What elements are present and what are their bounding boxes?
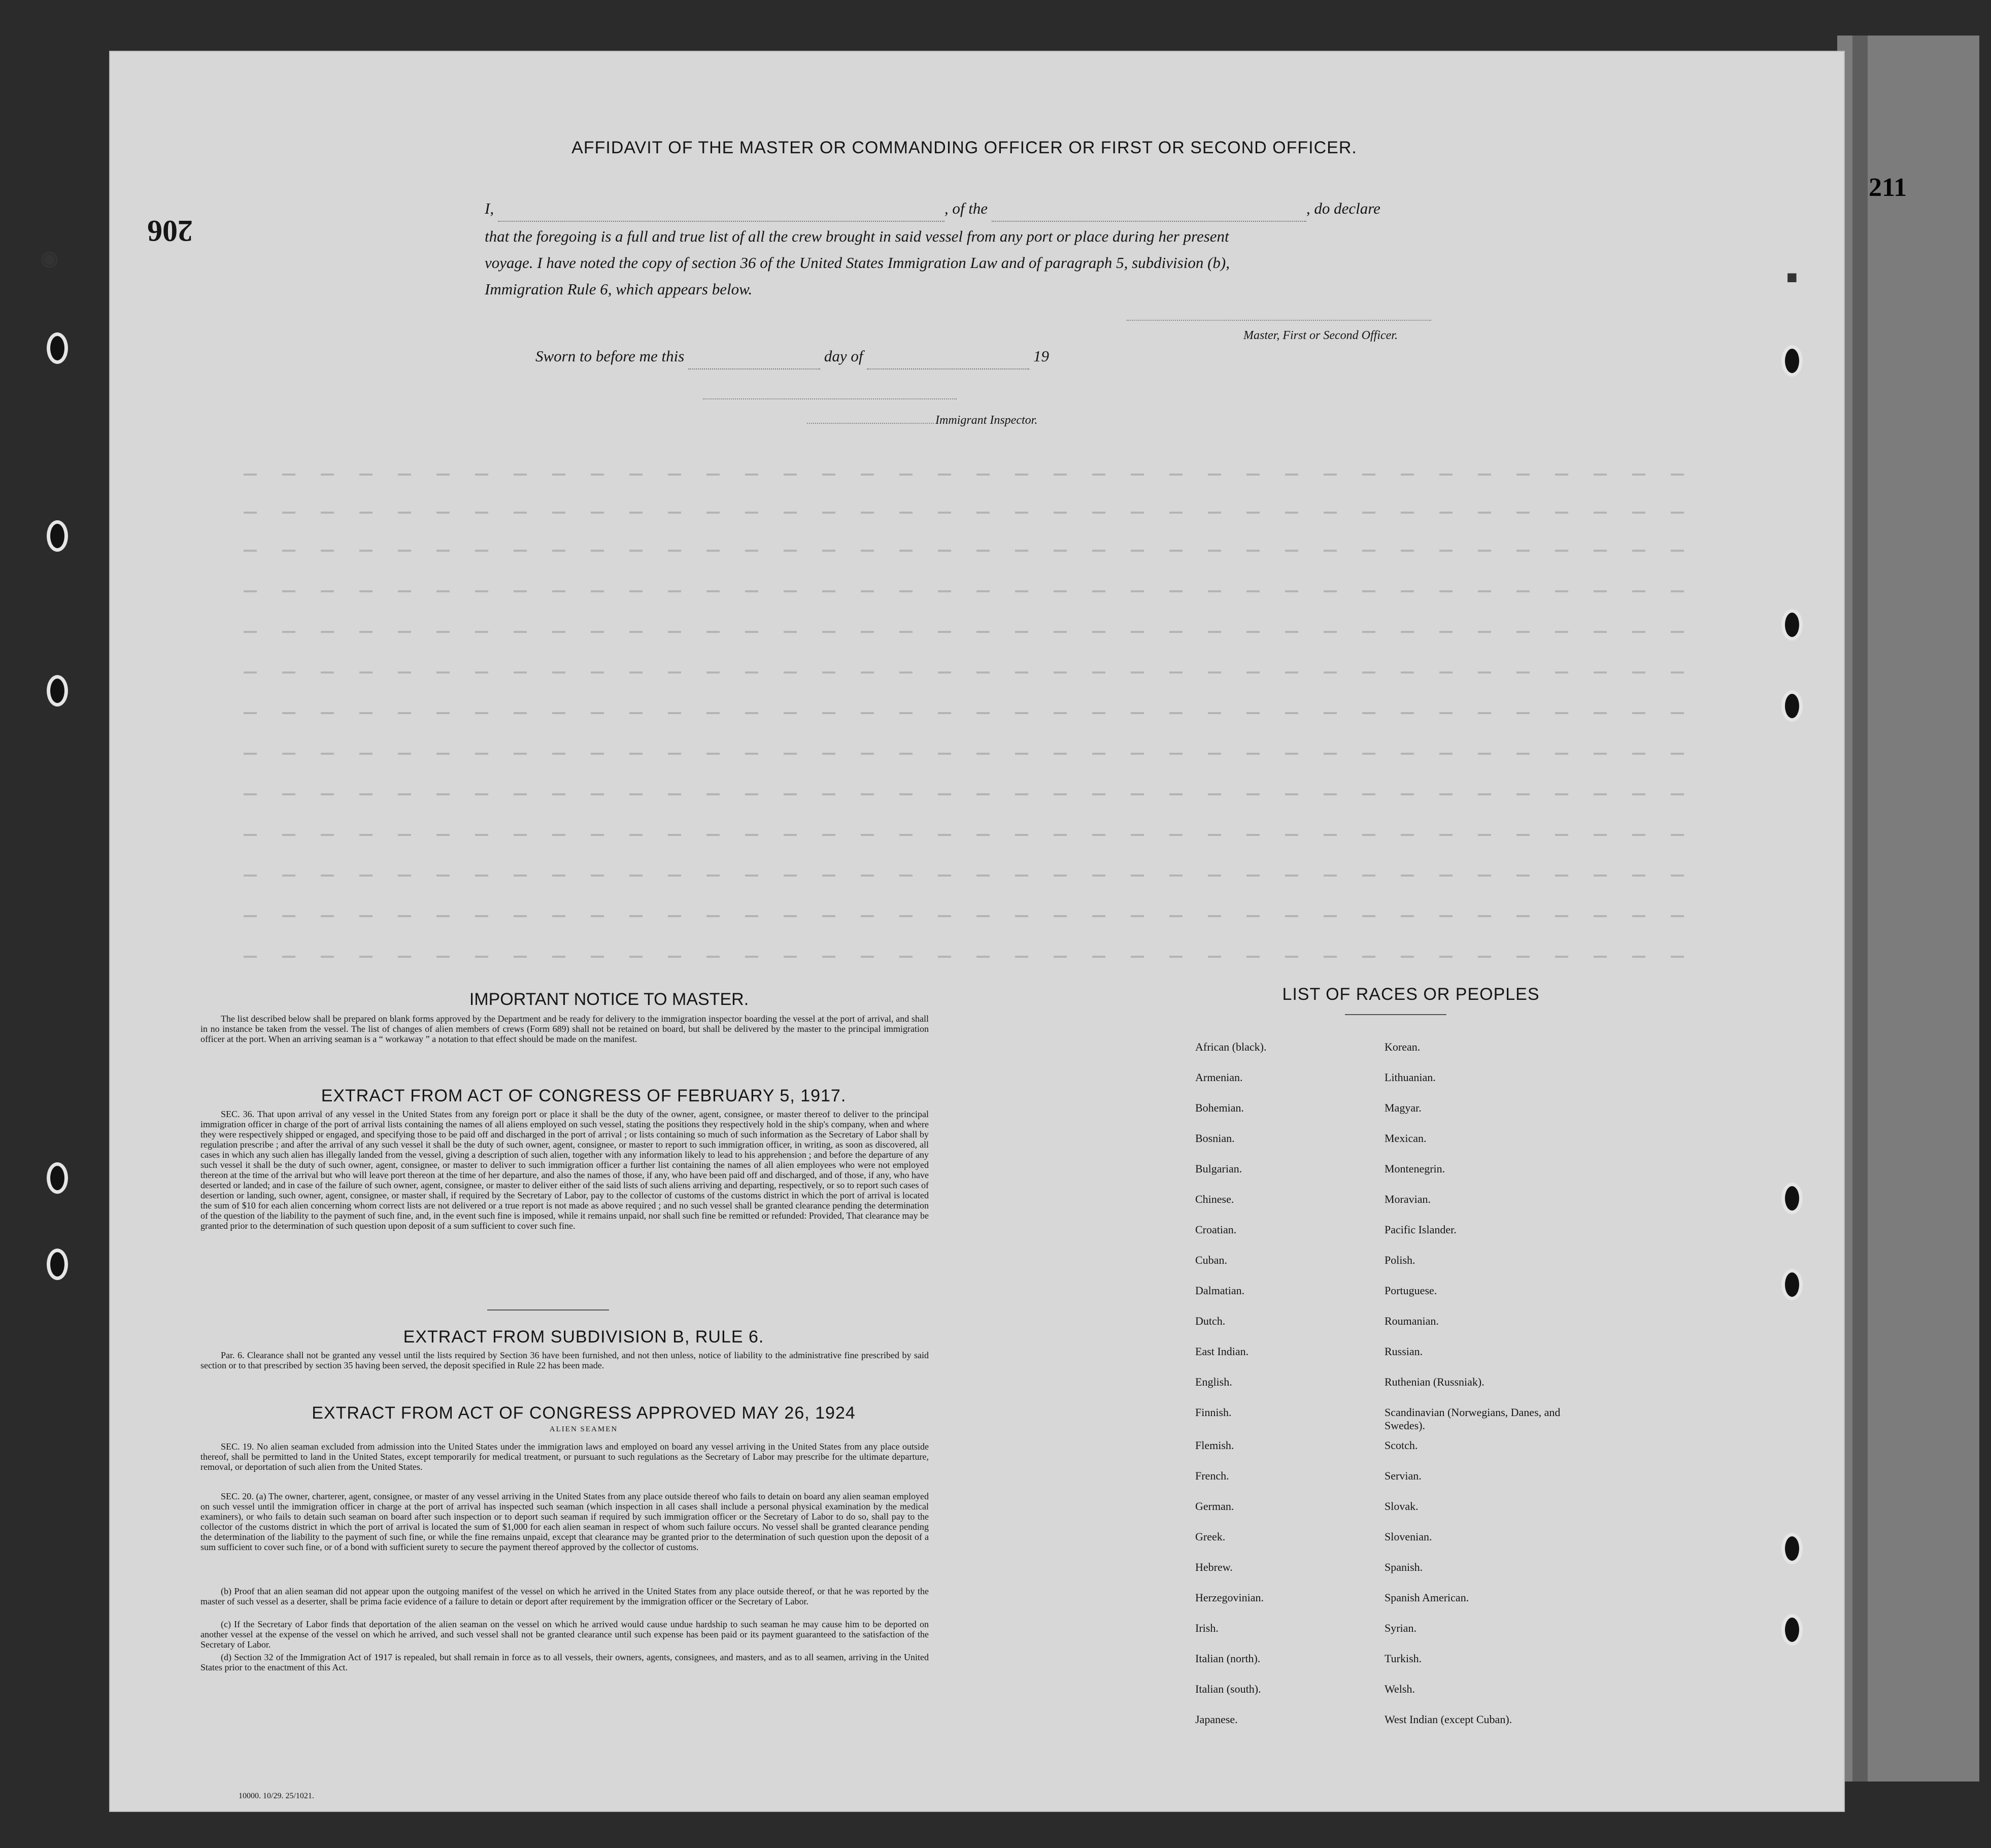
- race-item: Irish.: [1195, 1622, 1219, 1634]
- race-item: Spanish.: [1385, 1561, 1423, 1573]
- race-item: Welsh.: [1385, 1683, 1415, 1695]
- race-item: Armenian.: [1195, 1071, 1243, 1084]
- race-item: Hebrew.: [1195, 1561, 1233, 1573]
- vessel-name-field[interactable]: [992, 204, 1306, 222]
- sworn-month-field[interactable]: [867, 351, 1029, 369]
- race-item: East Indian.: [1195, 1345, 1249, 1358]
- race-item: Finnish.: [1195, 1406, 1232, 1419]
- extract-1917-text: SEC. 36. That upon arrival of any vessel in the United States from any foreign port or place it shall be the duty of the owner, agent, consignee, or master thereof to deliver to the principal immigration officer in charge of the port of arrival lists containing the names of all aliens employed on such vessel, stating the positions they respectively hold in the ship's company, when and where they were respectively shipped or engaged, and specifying those to be paid off and discharged in the port of arrival ; or lists containing so much of such information as the Secretary of Labor shall by regulation prescribe ; and after the arrival of any such vessel it shall be the duty of such owner, agent, consignee, or master to report to such immigration officer, in writing, as soon as discovered, all cases in which any such alien has illegally landed from the vessel, giving a description of such alien, together with any information likely to lead to his apprehension ; and before the departure of any such vessel it shall be the duty of such owner, agent, consignee, or master to deliver to such immigration officer a further list containing the names of all alien employees who were not employed thereon at the time of the arrival but who will leave port thereon at the time of her departure, and also the names of those, if any, who have been paid off and discharged, and of those, if any, who have deserted or landed; and in case of the failure of such owner, agent, consignee, or master to deliver either of the said lists of such aliens arriving and departing, respectively, or so to report such cases of desertion or landing, such owner, agent, consignee, or master shall, if required by the Secretary of Labor, pay to the collector of customs of the customs district in which the port of arrival is located the sum of $10 for each alien concerning whom correct lists are not delivered or a true report is not made as above required ; and no such vessel shall be granted clearance pending the determination of the question of the liability to the payment of such fine, and, in the event such fine is imposed, while it remains unpaid, nor shall such fine be remitted or refunded: Provided, That clearance may be granted prior to the determination of such question upon deposit of a sum sufficient to cover such fine.: [200, 1109, 929, 1231]
- paper-mark: ■: [1786, 267, 1798, 287]
- sworn-line: [535, 343, 1049, 369]
- notice-text: The list described below shall be prepared on blank forms approved by the Department and be ready for delivery to the immigration inspector boarding the vessel at the port of arrival, and shall in no instance be taken from the vessel. The list of changes of alien members of crews (Form 689) shall not be retained on board, but shall be delivered by the master to the principal immigration officer at the port. When an arriving seaman is a “ workaway ” a notation to that effect should be made on the manifest.: [200, 1014, 929, 1044]
- race-item: Croatian.: [1195, 1223, 1237, 1236]
- master-name-field[interactable]: [498, 204, 944, 222]
- paper-mark: ◉: [41, 247, 58, 270]
- race-item: Spanish American.: [1385, 1591, 1469, 1604]
- declaration-of-the: , of the: [944, 199, 988, 217]
- binder-hole: [47, 675, 68, 707]
- extract-1924-sec19: SEC. 19. No alien seaman excluded from admission into the United States under the immigration laws and employed on board any vessel arriving in the United States from any place outside thereof, shall be permitted to land in the United States, except temporarily for medical treatment, or pursuant to such regulations as the Secretary of Labor may prescribe for the ultimate departure, removal, or deportation of such alien from the United States.: [200, 1441, 929, 1472]
- declaration-i: I,: [485, 199, 494, 217]
- race-item: Bohemian.: [1195, 1101, 1244, 1114]
- inspector-label: Immigrant Inspector.: [935, 414, 1038, 427]
- race-item: Dalmatian.: [1195, 1284, 1245, 1297]
- race-item: Japanese.: [1195, 1713, 1238, 1726]
- binder-hole: [1781, 1183, 1803, 1214]
- race-item: Chinese.: [1195, 1193, 1234, 1205]
- race-item: Magyar.: [1385, 1101, 1422, 1114]
- section-divider: [487, 1309, 609, 1311]
- race-item: African (black).: [1195, 1040, 1267, 1053]
- race-item: German.: [1195, 1500, 1234, 1513]
- race-item: Lithuanian.: [1385, 1071, 1436, 1084]
- race-item: Mexican.: [1385, 1132, 1427, 1145]
- race-item: Cuban.: [1195, 1254, 1227, 1266]
- sworn-year: 19: [1033, 347, 1049, 365]
- race-item: Montenegrin.: [1385, 1162, 1445, 1175]
- race-item: Herzegovinian.: [1195, 1591, 1264, 1604]
- race-item: Ruthenian (Russniak).: [1385, 1375, 1484, 1388]
- race-item: Korean.: [1385, 1040, 1421, 1053]
- race-item: Servian.: [1385, 1469, 1422, 1482]
- notice-title: IMPORTANT NOTICE TO MASTER.: [469, 990, 749, 1009]
- master-signature-line[interactable]: [1127, 320, 1431, 321]
- extract-1917-title: EXTRACT FROM ACT OF CONGRESS OF FEBRUARY 5, 1917.: [321, 1086, 847, 1105]
- races-divider: [1345, 1014, 1446, 1015]
- extract-1924-subtitle: ALIEN SEAMEN: [549, 1425, 618, 1433]
- race-item: Bosnian.: [1195, 1132, 1235, 1145]
- race-item: Scotch.: [1385, 1439, 1418, 1452]
- page-number-left: 206: [147, 214, 193, 248]
- extract-rule6-title: EXTRACT FROM SUBDIVISION B, RULE 6.: [403, 1327, 764, 1347]
- race-item: Italian (south).: [1195, 1683, 1261, 1695]
- sworn-day-of: day of: [824, 347, 863, 365]
- binder-hole: [47, 520, 68, 552]
- declaration-line-4: Immigration Rule 6, which appears below.: [485, 280, 753, 298]
- declaration-do-declare: , do declare: [1306, 199, 1380, 217]
- races-title: LIST OF RACES OR PEOPLES: [1282, 985, 1540, 1004]
- declaration-line-1: [485, 195, 1380, 222]
- race-item: Greek.: [1195, 1530, 1226, 1543]
- affidavit-title: AFFIDAVIT OF THE MASTER OR COMMANDING OFFICER OR FIRST OR SECOND OFFICER.: [571, 138, 1357, 157]
- sworn-prefix: Sworn to before me this: [535, 347, 685, 365]
- extract-1924-sec20a: SEC. 20. (a) The owner, charterer, agent, consignee, or master of any vessel arriving in the United States from any place outside thereof who fails to detain on board any alien seaman employed on such vessel until the immigration officer in charge at the port of arrival has inspected such seaman (which inspection in all cases shall include a personal physical examination by the medical examiners), or who fails to detain such seaman on board after such inspection or to deport such seaman if required by such immigration officer or the Secretary of Labor to do so, shall pay to the collector of the customs district in which the port of arrival is located the sum of $1,000 for each alien seaman in respect of whom such failure occurs. No vessel shall be granted clearance pending the determination of the liability to the payment of such fine, or while the fine remains unpaid, except that clearance may be granted prior to the determination of such question upon the deposit of a sum sufficient to cover such fine, or of a bond with sufficient surety to secure the payment thereof approved by the collector of customs.: [200, 1491, 929, 1552]
- race-item: Bulgarian.: [1195, 1162, 1242, 1175]
- page-number-right: 211: [1869, 173, 1907, 202]
- race-item: West Indian (except Cuban).: [1385, 1713, 1512, 1726]
- inspector-signature-line[interactable]: [703, 398, 957, 399]
- race-item: English.: [1195, 1375, 1232, 1388]
- race-item: French.: [1195, 1469, 1229, 1482]
- race-item: Russian.: [1385, 1345, 1423, 1358]
- race-item: Italian (north).: [1195, 1652, 1261, 1665]
- underlying-sheet: [1837, 36, 1979, 1782]
- binder-hole: [47, 1249, 68, 1280]
- race-item: Slovenian.: [1385, 1530, 1432, 1543]
- extract-1924-sec20c: (c) If the Secretary of Labor finds that deportation of the alien seaman on the vessel on which he arrived would cause undue hardship to such seaman he may cause him to be deported on another vessel at the expense of the vessel on which he arrived, and such vessel shall not be granted clearance until such expense has been paid or its payment guaranteed to the satisfaction of the Secretary of Labor.: [200, 1619, 929, 1650]
- binder-hole: [47, 1162, 68, 1194]
- declaration-line-3: voyage. I have noted the copy of section 36 of the United States Immigration Law and of paragraph 5, subdivision (b),: [485, 254, 1230, 272]
- binder-hole: [1781, 1533, 1803, 1564]
- print-code: 10000. 10/29. 25/1021.: [239, 1792, 314, 1800]
- race-item: Dutch.: [1195, 1315, 1226, 1327]
- inspector-signature-line-2: [807, 423, 934, 424]
- extract-1924-sec20b: (b) Proof that an alien seaman did not appear upon the outgoing manifest of the vessel on which he arrived in the United States from any place outside thereof, or that he was reported by the master of such vessel as a deserter, shall be prima facie evidence of a failure to detain or deport after requirement by the immigration officer or the Secretary of Labor.: [200, 1586, 929, 1606]
- master-signature-label: Master, First or Second Officer.: [1243, 329, 1398, 342]
- extract-1924-title: EXTRACT FROM ACT OF CONGRESS APPROVED MAY 26, 1924: [312, 1403, 856, 1423]
- race-item: Scandinavian (Norwegians, Danes, and Swedes).: [1385, 1406, 1561, 1432]
- race-item: Polish.: [1385, 1254, 1415, 1266]
- binder-hole: [1781, 345, 1803, 377]
- race-item: Moravian.: [1385, 1193, 1431, 1205]
- race-item: Roumanian.: [1385, 1315, 1439, 1327]
- race-item: Syrian.: [1385, 1622, 1416, 1634]
- sworn-day-field[interactable]: [688, 351, 820, 369]
- race-item: Flemish.: [1195, 1439, 1234, 1452]
- binder-hole: [1781, 1269, 1803, 1300]
- binder-hole: [1781, 609, 1803, 641]
- declaration-line-2: that the foregoing is a full and true list of all the crew brought in said vessel from any port or place during her present: [485, 227, 1229, 245]
- binder-hole: [1781, 690, 1803, 722]
- binder-hole: [47, 332, 68, 364]
- race-item: Slovak.: [1385, 1500, 1419, 1513]
- binder-hole: [1781, 1614, 1803, 1645]
- race-item: Portuguese.: [1385, 1284, 1437, 1297]
- extract-rule6-text: Par. 6. Clearance shall not be granted any vessel until the lists required by Section 36 have been furnished, and not then unless, notice of liability to the administrative fine prescribed by said section or to that prescribed by section 35 having been served, the deposit specified in Rule 22 has been made.: [200, 1350, 929, 1370]
- race-item: Turkish.: [1385, 1652, 1422, 1665]
- extract-1924-sec20d: (d) Section 32 of the Immigration Act of 1917 is repealed, but shall remain in force as to all vessels, their owners, agents, consignees, and masters, and as to all seamen, arriving in the United States prior to the enactment of this Act.: [200, 1652, 929, 1672]
- race-item: Pacific Islander.: [1385, 1223, 1457, 1236]
